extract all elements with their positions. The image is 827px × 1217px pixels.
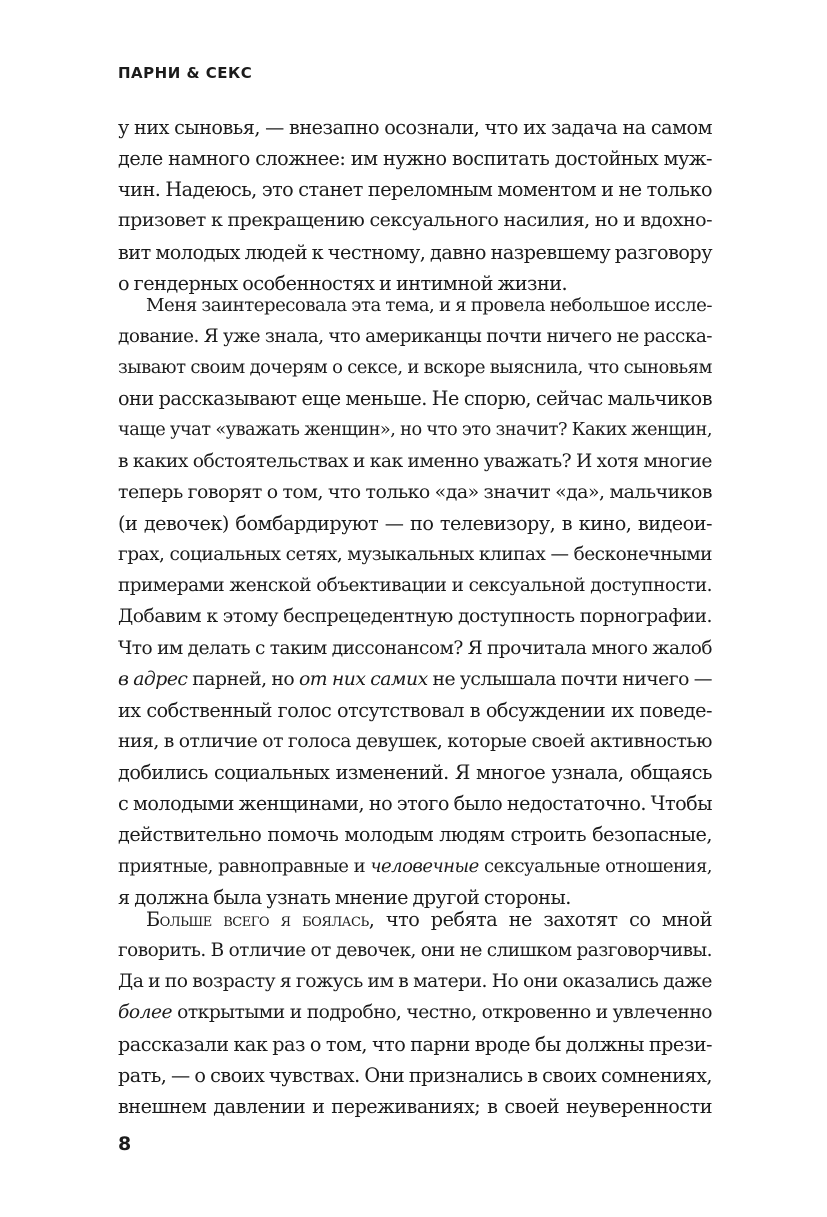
italic-phrase: от них самих [298, 668, 428, 690]
text-line: Да и по возрасту я гожусь им в матери. Но они оказались даже [118, 971, 712, 993]
italic-phrase: в адрес [118, 668, 188, 690]
text-line: дование. Я уже знала, что американцы почти ничего не расска- [118, 326, 712, 348]
text-line: примерами женской объективации и сексуальной доступности. [118, 575, 712, 597]
text-line: призовет к прекращению сексуального насилия, но и вдохно- [118, 209, 712, 232]
italic-phrase: человечные [370, 855, 479, 877]
text-line: грах, социальных сетях, музыкальных клипах — бесконечными [118, 544, 712, 566]
text-line: я должна была узнать мнение другой стороны. [118, 885, 571, 909]
text-fragment: , что ребята не захотят со мной [368, 908, 712, 931]
italic-phrase: более [118, 1002, 173, 1024]
text-line: с молодыми женщинами, но этого было недостаточно. Чтобы [118, 792, 712, 816]
paragraph-research [118, 290, 712, 913]
text-fragment: приятные, равноправные и [118, 855, 371, 877]
text-line: зывают своим дочерям о сексе, и вскоре выяснила, что сыновьям [118, 357, 712, 379]
text-line: в каких обстоятельствах и как именно уважать? И хотя многие [118, 450, 712, 472]
small-caps-lead: Больше всего я боялась [146, 908, 369, 931]
text-line: Меня заинтересовала эта тема, и я провела небольшое иссле- [146, 295, 712, 316]
text-line: Добавим к этому беспрецедентную доступность порнографии. [118, 606, 712, 628]
text-line: о гендерных особенностях и интимной жизни. [118, 271, 568, 295]
text-line: рассказали как раз о том, что парни вроде бы должны прези- [118, 1032, 712, 1056]
text-line: Что им делать с таким диссонансом? Я прочитала много жалоб [118, 637, 712, 659]
text-line: чин. Надеюсь, это станет переломным моментом и не только [118, 178, 712, 202]
text-line: добились социальных изменений. Я многое узнала, общаясь [118, 761, 712, 785]
text-line [118, 997, 712, 1028]
text-line: чаще учат «уважать женщин», но что это значит? Каких женщин, [118, 419, 712, 440]
text-line: ния, в отличие от голоса девушек, которые своей активностью [118, 730, 712, 752]
paragraph-section-start [118, 904, 712, 1122]
text-fragment: сексуальные отношения, [478, 855, 713, 877]
running-header: ПАРНИ & СЕКС [118, 64, 253, 82]
text-line: теперь говорят о том, что только «да» значит «да», мальчиков [118, 480, 712, 503]
text-line: вит молодых людей к честному, давно назревшему разговору [118, 240, 712, 264]
text-line: у них сыновья, — внезапно осознали, что их задача на самом [118, 116, 712, 139]
text-line: деле намного сложнее: им нужно воспитать достойных муж- [118, 147, 712, 171]
page-number: 8 [118, 1133, 132, 1155]
text-line: они рассказывают еще меньше. Не спорю, сейчас мальчиков [118, 387, 712, 411]
text-fragment: парней, но [187, 668, 299, 690]
text-fragment: открытыми и подробно, честно, откровенно и увлеченно [172, 1002, 712, 1024]
paragraph-continuation [118, 112, 712, 299]
text-line: их собственный голос отсутствовал в обсуждении их поведе- [118, 698, 712, 722]
text-fragment: не услышала почти ничего — [427, 668, 712, 690]
text-line: говорить. В отличие от девочек, они не слишком разговорчивы. [118, 940, 712, 962]
text-line [118, 904, 712, 935]
text-line: рать, — о своих чувствах. Они признались в своих сомнениях, [118, 1063, 712, 1087]
text-line [118, 664, 712, 695]
text-line [118, 851, 712, 882]
text-line: действительно помочь молодым людям строить безопасные, [118, 823, 712, 847]
text-line: внешнем давлении и переживаниях; в своей неуверенности [118, 1094, 712, 1118]
text-line: (и девочек) бомбардируют — по телевизору, в кино, видеои- [118, 511, 712, 535]
